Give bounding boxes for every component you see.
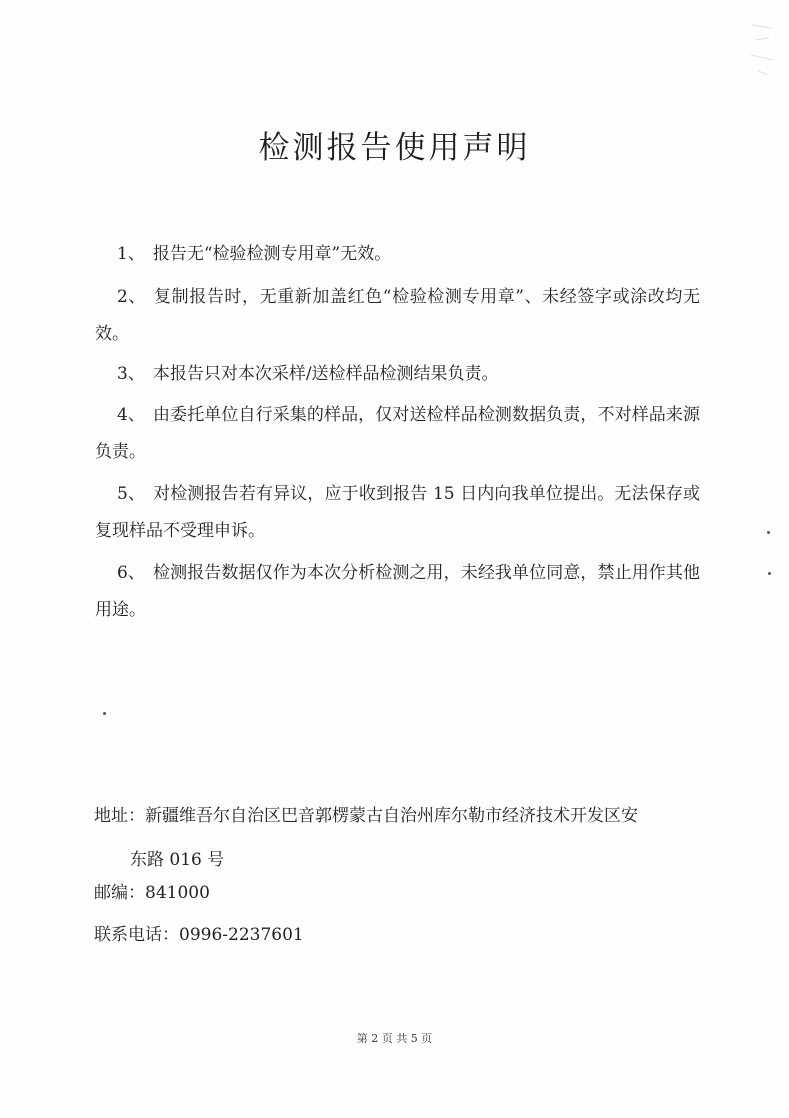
clause-2 bbox=[95, 279, 700, 353]
postcode-label: 邮编： bbox=[94, 883, 145, 903]
clause-number: 5、 bbox=[117, 484, 146, 504]
clause-number: 2、 bbox=[117, 287, 147, 307]
page-title: 检测报告使用声明 bbox=[258, 130, 531, 166]
clause-number: 6、 bbox=[117, 563, 146, 583]
clause-number: 1、 bbox=[117, 244, 145, 264]
address-label: 地址： bbox=[94, 806, 145, 826]
phone-value: 0996-2237601 bbox=[179, 925, 304, 945]
postcode-line bbox=[94, 872, 694, 914]
clause-text: 对检测报告若有异议，应于收到报告 15 日内向我单位提出。无法保存或复现样品不受理申诉。 bbox=[95, 484, 700, 541]
clause-4 bbox=[95, 397, 700, 471]
clause-5 bbox=[95, 476, 700, 550]
clause-6 bbox=[95, 555, 700, 629]
postcode-value: 841000 bbox=[145, 883, 210, 903]
phone-label: 联系电话： bbox=[94, 925, 179, 945]
clause-text: 报告无“检验检测专用章”无效。 bbox=[152, 244, 392, 264]
address-continuation: 东路 016 号 bbox=[130, 850, 225, 870]
clause-number: 4、 bbox=[117, 405, 146, 425]
phone-line bbox=[94, 914, 694, 956]
clause-text: 本报告只对本次采样/送检样品检测结果负责。 bbox=[152, 364, 499, 384]
clause-text: 检测报告数据仅作为本次分析检测之用，未经我单位同意，禁止用作其他用途。 bbox=[95, 563, 700, 620]
scan-speck bbox=[768, 572, 771, 575]
clause-1 bbox=[95, 236, 700, 273]
address-value: 新疆维吾尔自治区巴音郭楞蒙古自治州库尔勒市经济技术开发区安 bbox=[145, 806, 638, 826]
clause-text: 复制报告时，无重新加盖红色“检验检测专用章”、未经签字或涂改均无效。 bbox=[95, 287, 700, 344]
page-number-footer: 第 2 页 共 5 页 bbox=[356, 1032, 433, 1045]
address-line bbox=[94, 795, 694, 837]
clause-3 bbox=[95, 356, 700, 393]
scan-speck bbox=[767, 531, 770, 534]
clause-number: 3、 bbox=[117, 364, 145, 384]
clause-text: 由委托单位自行采集的样品，仅对送检样品检测数据负责，不对样品来源负责。 bbox=[95, 405, 700, 462]
scan-artifact-icon bbox=[747, 20, 777, 80]
scan-speck bbox=[103, 712, 106, 715]
